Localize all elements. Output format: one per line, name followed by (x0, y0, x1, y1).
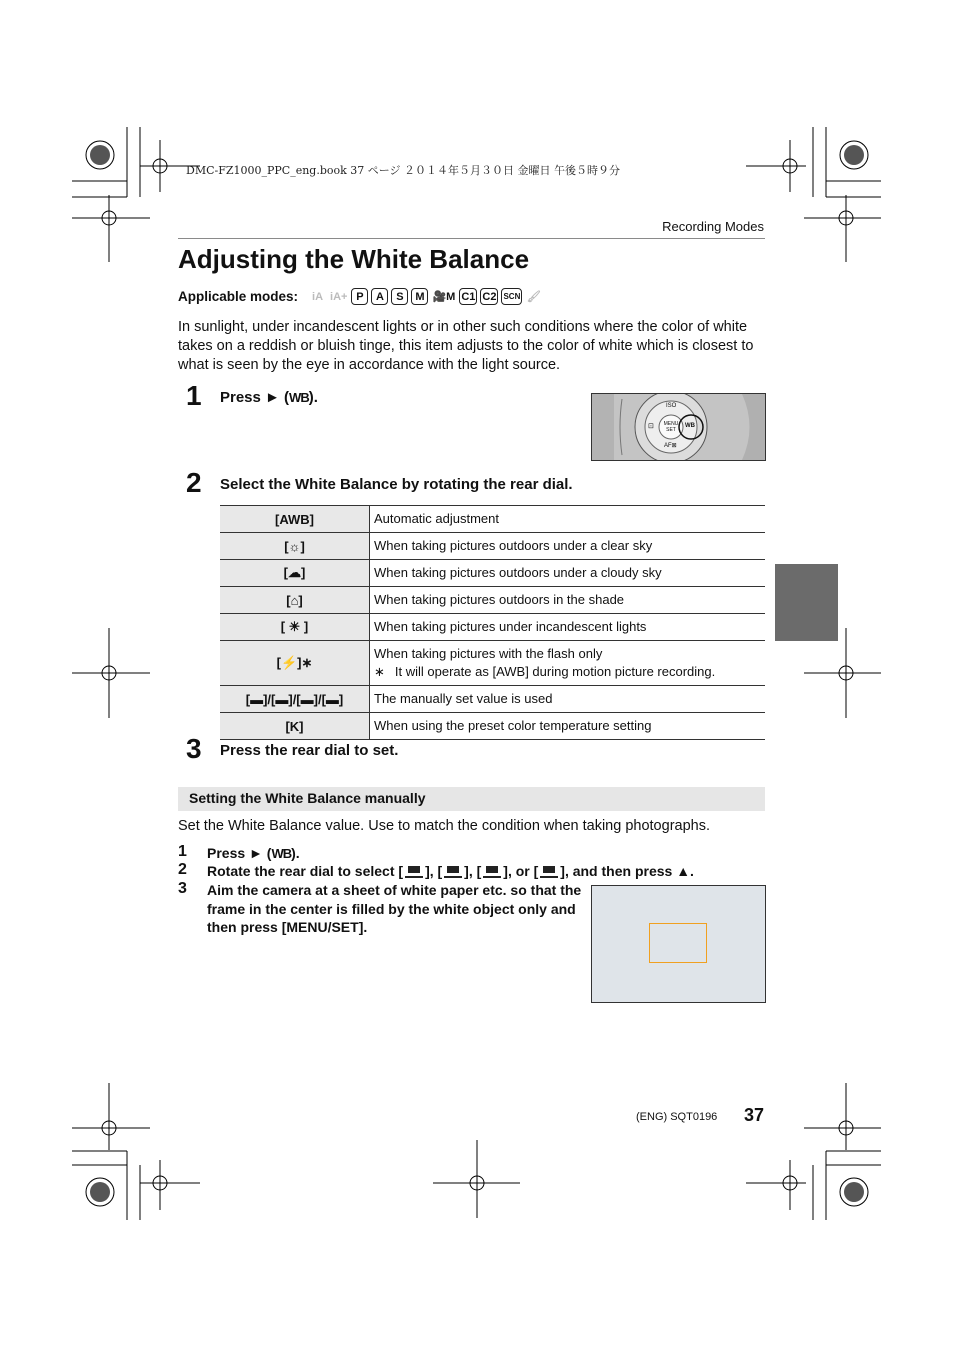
mode-ia-icon: iA (312, 290, 324, 303)
manual-step-2-number: 2 (178, 861, 187, 878)
manual-step-1-text: Press ► (WB). (207, 844, 300, 864)
step-3-text: Press the rear dial to set. (220, 742, 399, 759)
mode-a-icon: A (371, 288, 388, 305)
wb-setting-cloudy-icon: [☁] (220, 560, 370, 587)
mode-c2-icon: C2 (480, 288, 498, 305)
mode-ia-plus-icon: iA+ (330, 290, 348, 303)
table-row (220, 587, 765, 614)
step-1-number: 1 (186, 380, 202, 411)
camera-wb-label: WB (685, 423, 695, 429)
white-balance-table (220, 505, 765, 740)
wb-desc: Automatic adjustment (370, 506, 766, 533)
wb-setting-shade-icon: [⌂] (220, 587, 370, 614)
table-row (220, 614, 765, 641)
table-row (220, 713, 765, 740)
manual-step-1-number: 1 (178, 843, 187, 860)
custom-wb-2-icon (442, 864, 464, 879)
mode-c1-icon: C1 (459, 288, 477, 305)
table-row (220, 641, 765, 686)
mode-creative-icon: 🖌 (526, 291, 541, 303)
custom-wb-1-icon (403, 864, 425, 879)
table-row (220, 560, 765, 587)
page-title: Adjusting the White Balance (178, 244, 530, 274)
wb-setting-daylight-icon: [☼] (220, 533, 370, 560)
mode-scn-icon: SCN (501, 288, 522, 305)
camera-left-label: ⊡ (648, 423, 654, 430)
wb-icon: WB (271, 846, 292, 861)
wb-desc-flash: When taking pictures with the flash only ∗ It will operate as [AWB] during motion picture recording. (370, 641, 766, 686)
step-3-number: 3 (186, 733, 202, 764)
step-2-text: Select the White Balance by rotating the rear dial. (220, 476, 573, 493)
mode-movie-m-icon: 🎥M (432, 291, 456, 303)
wb-setting-incandescent-icon: [ ☀ ] (220, 614, 370, 641)
mode-p-icon: P (351, 288, 368, 305)
wb-desc: When taking pictures outdoors under a clear sky (370, 533, 766, 560)
table-row (220, 506, 765, 533)
camera-af-label: AF⊠ (664, 443, 677, 449)
wb-setting-custom-icons: [▬]/[▬]/[▬]/[▬] (220, 686, 370, 713)
wb-desc: When taking pictures under incandescent lights (370, 614, 766, 641)
page-number: 37 (744, 1105, 765, 1125)
footer-code: (ENG) SQT0196 (636, 1111, 718, 1123)
wb-desc: When using the preset color temperature setting (370, 713, 766, 740)
section-label: Recording Modes (662, 219, 764, 234)
camera-menu-label: MENU SET (663, 421, 679, 433)
manual-step-3-number: 3 (178, 880, 187, 897)
camera-iso-label: ISO (666, 403, 677, 409)
wb-setting-awb: [AWB] (220, 506, 370, 533)
table-row (220, 533, 765, 560)
applicable-modes (178, 288, 542, 305)
manual-section-heading: Setting the White Balance manually (178, 787, 765, 811)
camera-rear-dial-illustration (591, 393, 766, 461)
step-1-text: Press ► (WB). (220, 389, 318, 406)
intro-paragraph: In sunlight, under incandescent lights or in other such conditions where the color of white takes on a reddish or bluish tinge, this item adjusts to the color of white which is closest to what is seen by the eye in accordance with the light source. (178, 319, 754, 373)
manual-step-2-text: Rotate the rear dial to select [ ], [ ], [ ], or [ ], and then press ▲. (207, 863, 694, 879)
manual-intro: Set the White Balance value. Use to match the condition when taking photographs. (178, 818, 710, 834)
step-2-number: 2 (186, 467, 202, 498)
print-info: DMC-FZ1000_PPC_eng.book 37 ページ ２０１４年５月３０日 金曜日 午後５時９分 (186, 164, 621, 177)
wb-desc: When taking pictures outdoors under a cloudy sky (370, 560, 766, 587)
note-mark: ∗ (374, 664, 385, 679)
wb-setting-kelvin-icon: [K] (220, 713, 370, 740)
wb-desc: The manually set value is used (370, 686, 766, 713)
wb-frame-preview (591, 885, 766, 1003)
center-frame (649, 923, 707, 963)
applicable-modes-label: Applicable modes: (178, 289, 299, 304)
wb-icon: WB (289, 390, 309, 405)
mode-s-icon: S (391, 288, 408, 305)
chapter-tab (775, 564, 838, 641)
wb-setting-flash-icon: [⚡]∗ (220, 641, 370, 686)
flash-note: ∗ It will operate as [AWB] during motion picture recording. (374, 664, 716, 679)
mode-m-icon: M (411, 288, 428, 305)
custom-wb-4-icon (538, 864, 560, 879)
manual-step-3-text: Aim the camera at a sheet of white paper etc. so that the frame in the center is filled by the white object only and then press [MENU/SET]. (207, 882, 582, 935)
wb-desc: When taking pictures outdoors in the shade (370, 587, 766, 614)
table-row (220, 686, 765, 713)
custom-wb-3-icon (481, 864, 503, 879)
header-rule (178, 238, 765, 239)
